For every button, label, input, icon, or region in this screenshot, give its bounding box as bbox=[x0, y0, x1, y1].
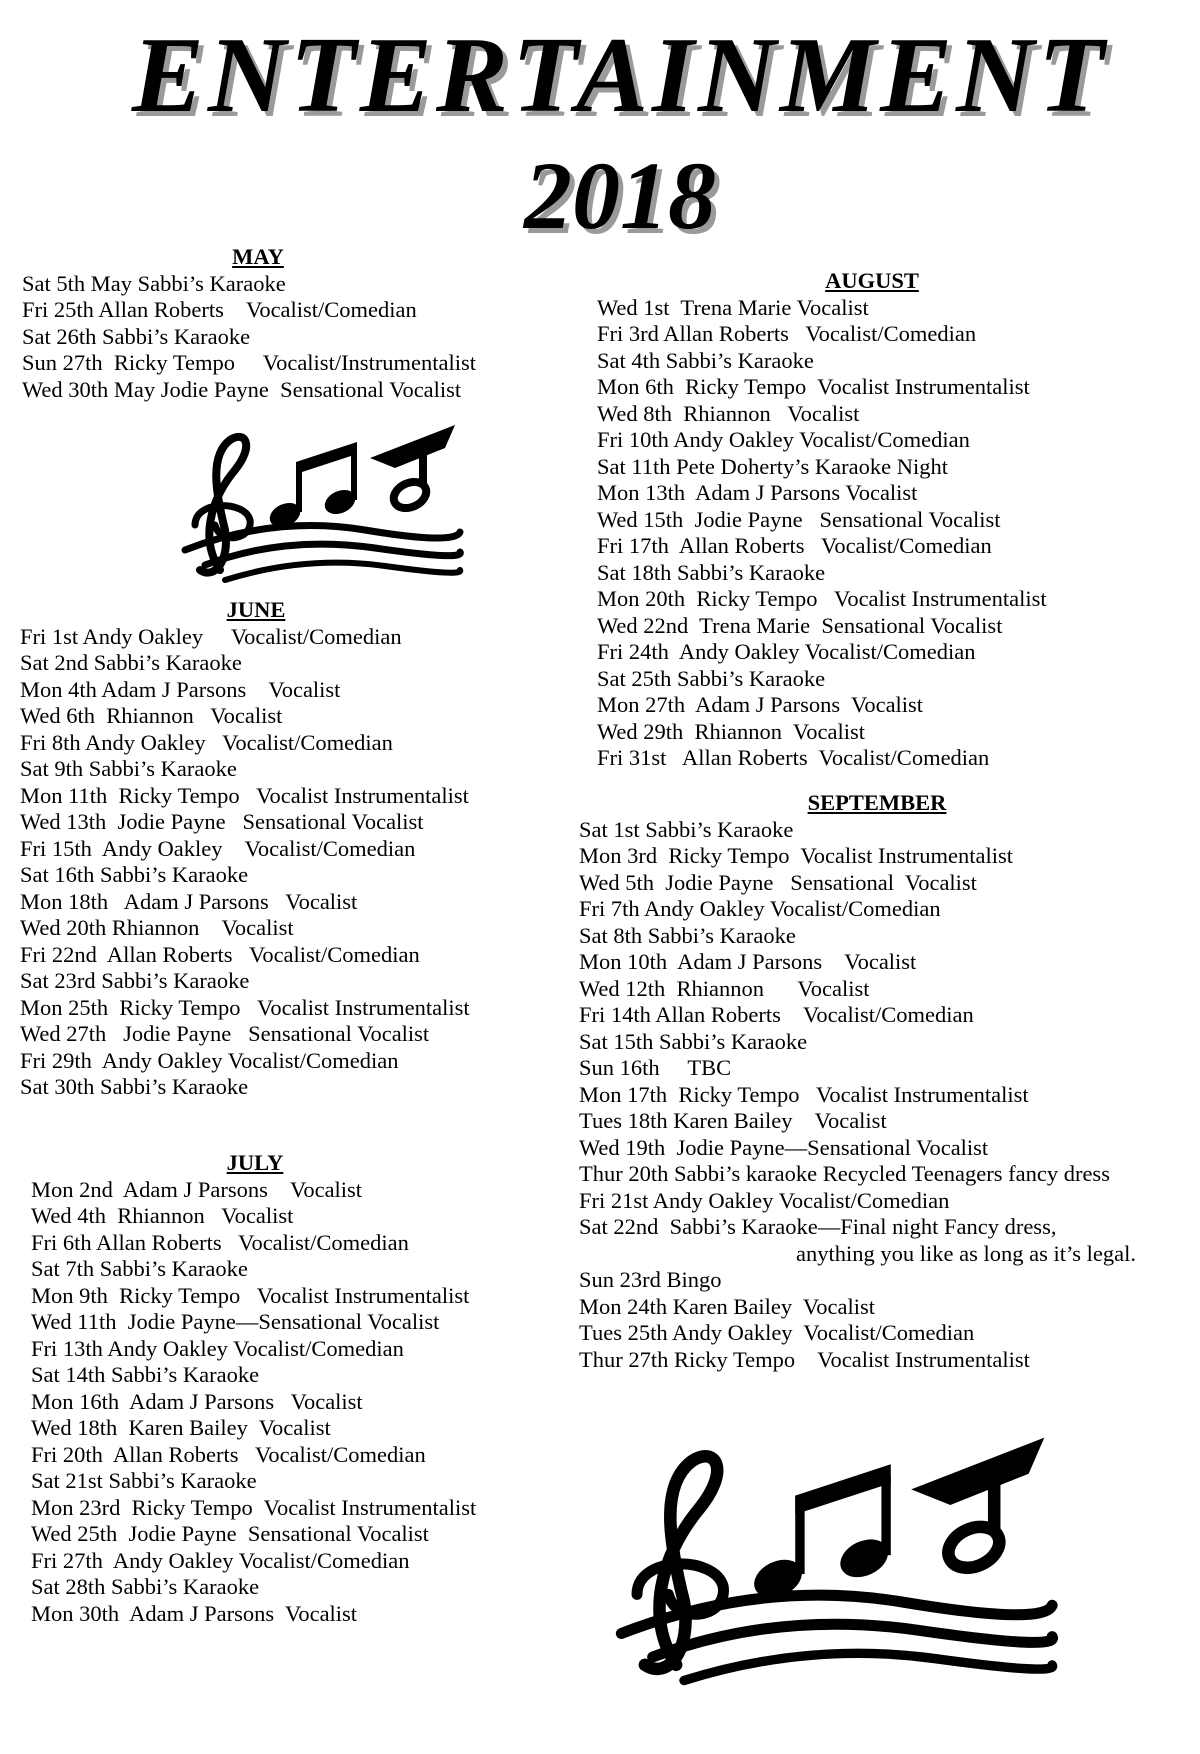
event-entry: Wed 4th Rhiannon Vocalist bbox=[31, 1203, 294, 1228]
event-entry: anything you like as long as it’s legal. bbox=[796, 1240, 1136, 1266]
event-entry: Sat 2nd Sabbi’s Karaoke bbox=[20, 650, 242, 675]
event-entry: Fri 13th Andy Oakley Vocalist/Comedian bbox=[31, 1335, 404, 1361]
event-entry: Mon 24th Karen Bailey Vocalist bbox=[579, 1293, 876, 1319]
event-entry: Mon 27th Adam J Parsons Vocalist bbox=[597, 692, 924, 717]
event-entry: Mon 25th Ricky Tempo Vocalist Instrumentalist bbox=[20, 994, 470, 1020]
event-entry: Sun 27th Ricky Tempo Vocalist/Instrumentalist bbox=[22, 350, 477, 375]
event-entry: Mon 13th Adam J Parsons Vocalist bbox=[597, 480, 918, 505]
event-entry: Sat 22nd Sabbi’s Karaoke—Final night Fancy dress, bbox=[579, 1214, 1057, 1239]
event-entry: Fri 17th Allan Roberts Vocalist/Comedian bbox=[597, 533, 992, 558]
page-title-year: 2018 bbox=[524, 142, 716, 249]
event-entry: Sun 16th TBC bbox=[579, 1055, 732, 1080]
event-entry: Wed 25th Jodie Payne Sensational Vocalist bbox=[31, 1521, 429, 1546]
music-notes-treble-clef-icon bbox=[590, 1408, 1060, 1718]
event-entry: Wed 29th Rhiannon Vocalist bbox=[597, 718, 865, 744]
event-entry: Fri 8th Andy Oakley Vocalist/Comedian bbox=[20, 729, 393, 755]
event-entry: Sat 23rd Sabbi’s Karaoke bbox=[20, 968, 250, 993]
event-entry: Mon 3rd Ricky Tempo Vocalist Instrumentalist bbox=[579, 843, 1014, 868]
event-entry: Wed 18th Karen Bailey Vocalist bbox=[31, 1415, 331, 1440]
event-entry: Sat 4th Sabbi’s Karaoke bbox=[597, 347, 814, 373]
event-entry: Sat 1st Sabbi’s Karaoke bbox=[579, 816, 794, 842]
event-entry: Wed 1st Trena Marie Vocalist bbox=[597, 294, 869, 320]
event-entry: Sat 25th Sabbi’s Karaoke bbox=[597, 665, 826, 691]
event-entry: Fri 20th Allan Roberts Vocalist/Comedian bbox=[31, 1441, 426, 1467]
event-entry: Mon 16th Adam J Parsons Vocalist bbox=[31, 1388, 363, 1414]
event-entry: Sat 26th Sabbi’s Karaoke bbox=[22, 323, 251, 349]
event-list-may bbox=[22, 271, 522, 404]
event-entry: Fri 22nd Allan Roberts Vocalist/Comedian bbox=[20, 941, 420, 967]
event-entry: Wed 30th May Jodie Payne Sensational Vocalist bbox=[22, 376, 462, 402]
event-entry: Sat 7th Sabbi’s Karaoke bbox=[31, 1256, 248, 1281]
page-title: ENTERTAINMENT bbox=[131, 16, 1109, 135]
event-entry: Wed 6th Rhiannon Vocalist bbox=[20, 703, 283, 728]
event-entry: Fri 25th Allan Roberts Vocalist/Comedian bbox=[22, 297, 417, 322]
event-entry: Wed 19th Jodie Payne—Sensational Vocalist bbox=[579, 1134, 989, 1160]
event-entry: Tues 18th Karen Bailey Vocalist bbox=[579, 1108, 887, 1133]
event-entry: Sat 15th Sabbi’s Karaoke bbox=[579, 1028, 808, 1054]
event-entry: Fri 15th Andy Oakley Vocalist/Comedian bbox=[20, 835, 416, 861]
event-entry: Fri 1st Andy Oakley Vocalist/Comedian bbox=[20, 623, 402, 649]
event-entry: Wed 22nd Trena Marie Sensational Vocalist bbox=[597, 612, 1003, 638]
event-entry: Mon 9th Ricky Tempo Vocalist Instrumentalist bbox=[31, 1282, 470, 1308]
event-entry: Sat 30th Sabbi’s Karaoke bbox=[20, 1074, 249, 1099]
event-entry: Wed 27th Jodie Payne Sensational Vocalist bbox=[20, 1021, 430, 1046]
event-entry: Mon 2nd Adam J Parsons Vocalist bbox=[31, 1176, 363, 1202]
event-entry: Mon 30th Adam J Parsons Vocalist bbox=[31, 1600, 358, 1626]
event-entry: Fri 6th Allan Roberts Vocalist/Comedian bbox=[31, 1229, 409, 1255]
music-notes-treble-clef-icon bbox=[160, 420, 470, 590]
event-entry: Fri 27th Andy Oakley Vocalist/Comedian bbox=[31, 1547, 410, 1573]
event-entry: Sat 21st Sabbi’s Karaoke bbox=[31, 1468, 257, 1493]
event-entry: Fri 21st Andy Oakley Vocalist/Comedian bbox=[579, 1187, 950, 1213]
month-section-august bbox=[597, 268, 1177, 772]
event-entry: Sat 11th Pete Doherty’s Karaoke Night bbox=[597, 453, 948, 479]
event-entry: Mon 17th Ricky Tempo Vocalist Instrumentalist bbox=[579, 1081, 1029, 1107]
month-section-may bbox=[22, 244, 522, 403]
event-entry: Mon 10th Adam J Parsons Vocalist bbox=[579, 949, 917, 974]
event-list-august bbox=[597, 295, 1177, 772]
event-entry: Fri 29th Andy Oakley Vocalist/Comedian bbox=[20, 1047, 399, 1073]
event-entry: Thur 27th Ricky Tempo Vocalist Instrumentalist bbox=[579, 1346, 1030, 1372]
event-entry: Sat 8th Sabbi’s Karaoke bbox=[579, 922, 796, 948]
event-entry: Wed 8th Rhiannon Vocalist bbox=[597, 400, 860, 426]
event-list-july bbox=[31, 1177, 531, 1628]
event-entry: Fri 7th Andy Oakley Vocalist/Comedian bbox=[579, 896, 941, 921]
event-entry: Fri 3rd Allan Roberts Vocalist/Comedian bbox=[597, 321, 977, 346]
month-heading-august: AUGUST bbox=[825, 268, 919, 293]
event-entry: Wed 15th Jodie Payne Sensational Vocalist bbox=[597, 506, 1001, 532]
event-entry: Sat 14th Sabbi’s Karaoke bbox=[31, 1362, 260, 1387]
event-entry: Fri 10th Andy Oakley Vocalist/Comedian bbox=[597, 427, 970, 452]
event-entry: Wed 5th Jodie Payne Sensational Vocalist bbox=[579, 869, 977, 895]
event-entry: Mon 6th Ricky Tempo Vocalist Instrumentalist bbox=[597, 374, 1030, 399]
month-heading-september: SEPTEMBER bbox=[807, 790, 947, 815]
event-list-september bbox=[579, 817, 1189, 1374]
event-entry: Sat 18th Sabbi’s Karaoke bbox=[597, 559, 826, 585]
event-entry: Sat 28th Sabbi’s Karaoke bbox=[31, 1574, 260, 1599]
event-entry: Mon 20th Ricky Tempo Vocalist Instrumentalist bbox=[597, 586, 1047, 611]
month-heading-june: JUNE bbox=[226, 597, 286, 622]
event-entry: Wed 11th Jodie Payne—Sensational Vocalist bbox=[31, 1309, 440, 1334]
event-entry: Mon 23rd Ricky Tempo Vocalist Instrumentalist bbox=[31, 1494, 477, 1520]
month-section-june bbox=[20, 597, 520, 1101]
event-entry: Mon 18th Adam J Parsons Vocalist bbox=[20, 888, 358, 914]
month-section-july bbox=[31, 1150, 531, 1627]
month-section-september bbox=[579, 790, 1189, 1373]
month-heading-may: MAY bbox=[232, 244, 284, 269]
event-entry: Thur 20th Sabbi’s karaoke Recycled Teenagers fancy dress bbox=[579, 1161, 1110, 1186]
event-entry: Fri 24th Andy Oakley Vocalist/Comedian bbox=[597, 639, 976, 664]
event-entry: Wed 20th Rhiannon Vocalist bbox=[20, 915, 294, 940]
event-entry: Mon 11th Ricky Tempo Vocalist Instrumentalist bbox=[20, 782, 469, 808]
event-entry: Fri 14th Allan Roberts Vocalist/Comedian bbox=[579, 1002, 974, 1027]
event-entry: Wed 12th Rhiannon Vocalist bbox=[579, 975, 870, 1001]
month-heading-july: JULY bbox=[226, 1150, 284, 1175]
event-entry: Tues 25th Andy Oakley Vocalist/Comedian bbox=[579, 1320, 975, 1345]
event-list-june bbox=[20, 624, 520, 1101]
event-entry: Mon 4th Adam J Parsons Vocalist bbox=[20, 676, 341, 702]
event-entry: Wed 13th Jodie Payne Sensational Vocalist bbox=[20, 809, 424, 834]
event-entry: Sat 9th Sabbi’s Karaoke bbox=[20, 756, 237, 781]
event-entry: Sun 23rd Bingo bbox=[579, 1267, 722, 1292]
event-entry: Fri 31st Allan Roberts Vocalist/Comedian bbox=[597, 745, 990, 770]
event-entry: Sat 16th Sabbi’s Karaoke bbox=[20, 862, 249, 887]
event-entry: Sat 5th May Sabbi’s Karaoke bbox=[22, 270, 286, 296]
